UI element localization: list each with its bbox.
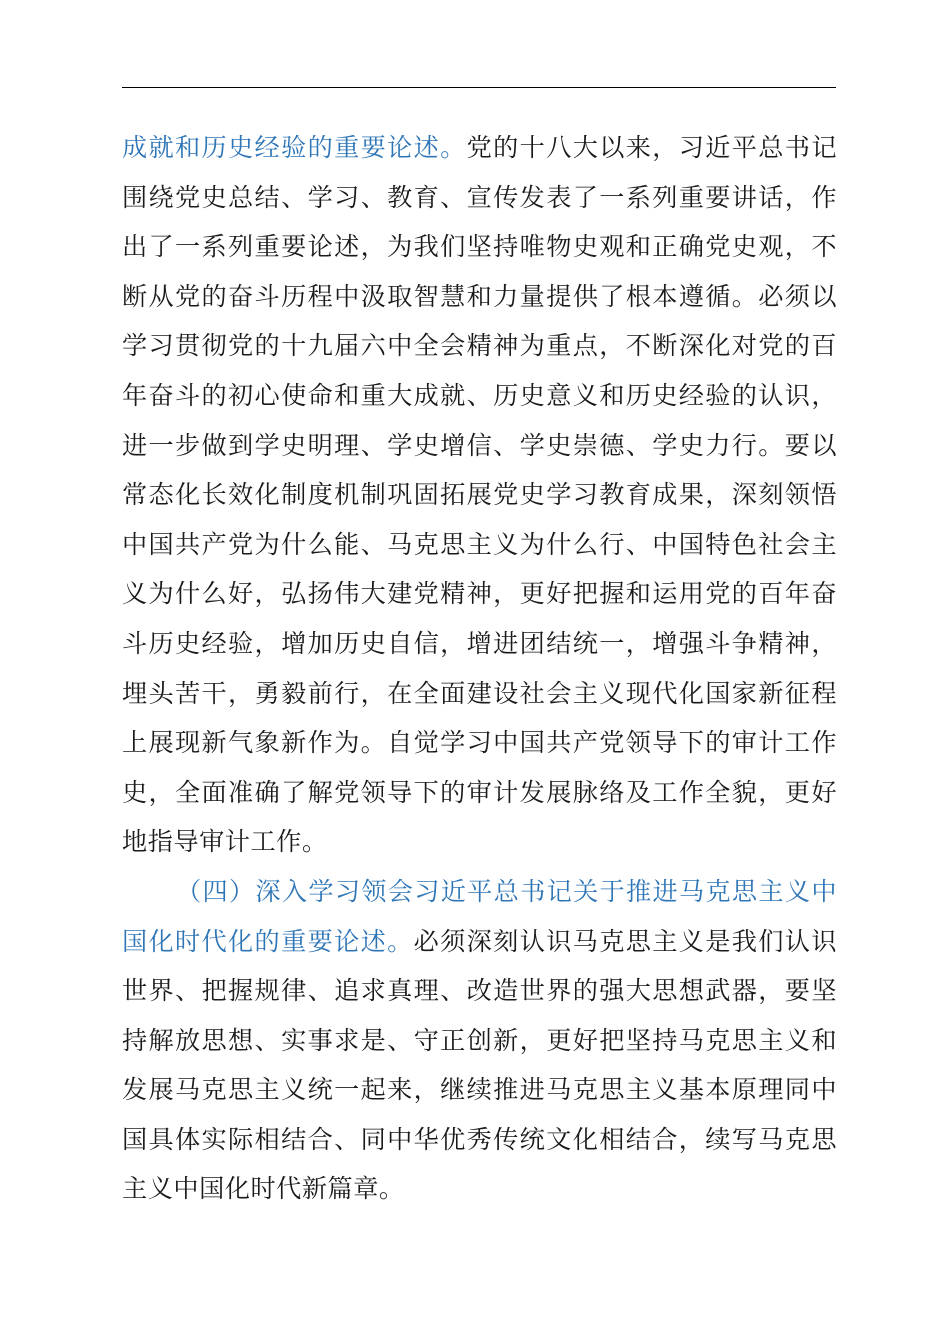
document-body — [122, 123, 837, 1214]
paragraph-1-body: 党的十八大以来，习近平总书记围绕党史总结、学习、教育、宣传发表了一系列重要讲话，作出了一系列重要论述，为我们坚持唯物史观和正确党史观，不断从党的奋斗历程中汲取智慧和力量提供了根本遵循。必须以学习贯彻党的十九届六中全会精神为重点，不断深化对党的百年奋斗的初心使命和重大成就、历史意义和历史经验的认识，进一步做到学史明理、学史增信、学史崇德、学史力行。要以常态化长效化制度机制巩固拓展党史学习教育成果，深刻领悟中国共产党为什么能、马克思主义为什么行、中国特色社会主义为什么好，弘扬伟大建党精神，更好把握和运用党的百年奋斗历史经验，增加历史自信，增进团结统一，增强斗争精神，埋头苦干，勇毅前行，在全面建设社会主义现代化国家新征程上展现新气象新作为。自觉学习中国共产党领导下的审计工作史，全面准确了解党领导下的审计发展脉络及工作全貌，更好地指导审计工作。 — [122, 133, 838, 857]
header-rule — [122, 87, 836, 88]
paragraph-1 — [122, 123, 837, 867]
paragraph-1-heading-tail: 成就和历史经验的重要论述。 — [122, 133, 467, 162]
paragraph-2-heading: （四）深入学习领会习近平总书记关于推进马克思主义中国化时代化的重要论述。 — [122, 876, 837, 956]
paragraph-2-body: 必须深刻认识马克思主义是我们认识世界、把握规律、追求真理、改造世界的强大思想武器，要坚持解放思想、实事求是、守正创新，更好把坚持马克思主义和发展马克思主义统一起来，继续推进马克思主义基本原理同中国具体实际相结合、同中华优秀传统文化相结合，续写马克思主义中国化时代新篇章。 — [122, 926, 838, 1204]
paragraph-2 — [122, 867, 837, 1214]
